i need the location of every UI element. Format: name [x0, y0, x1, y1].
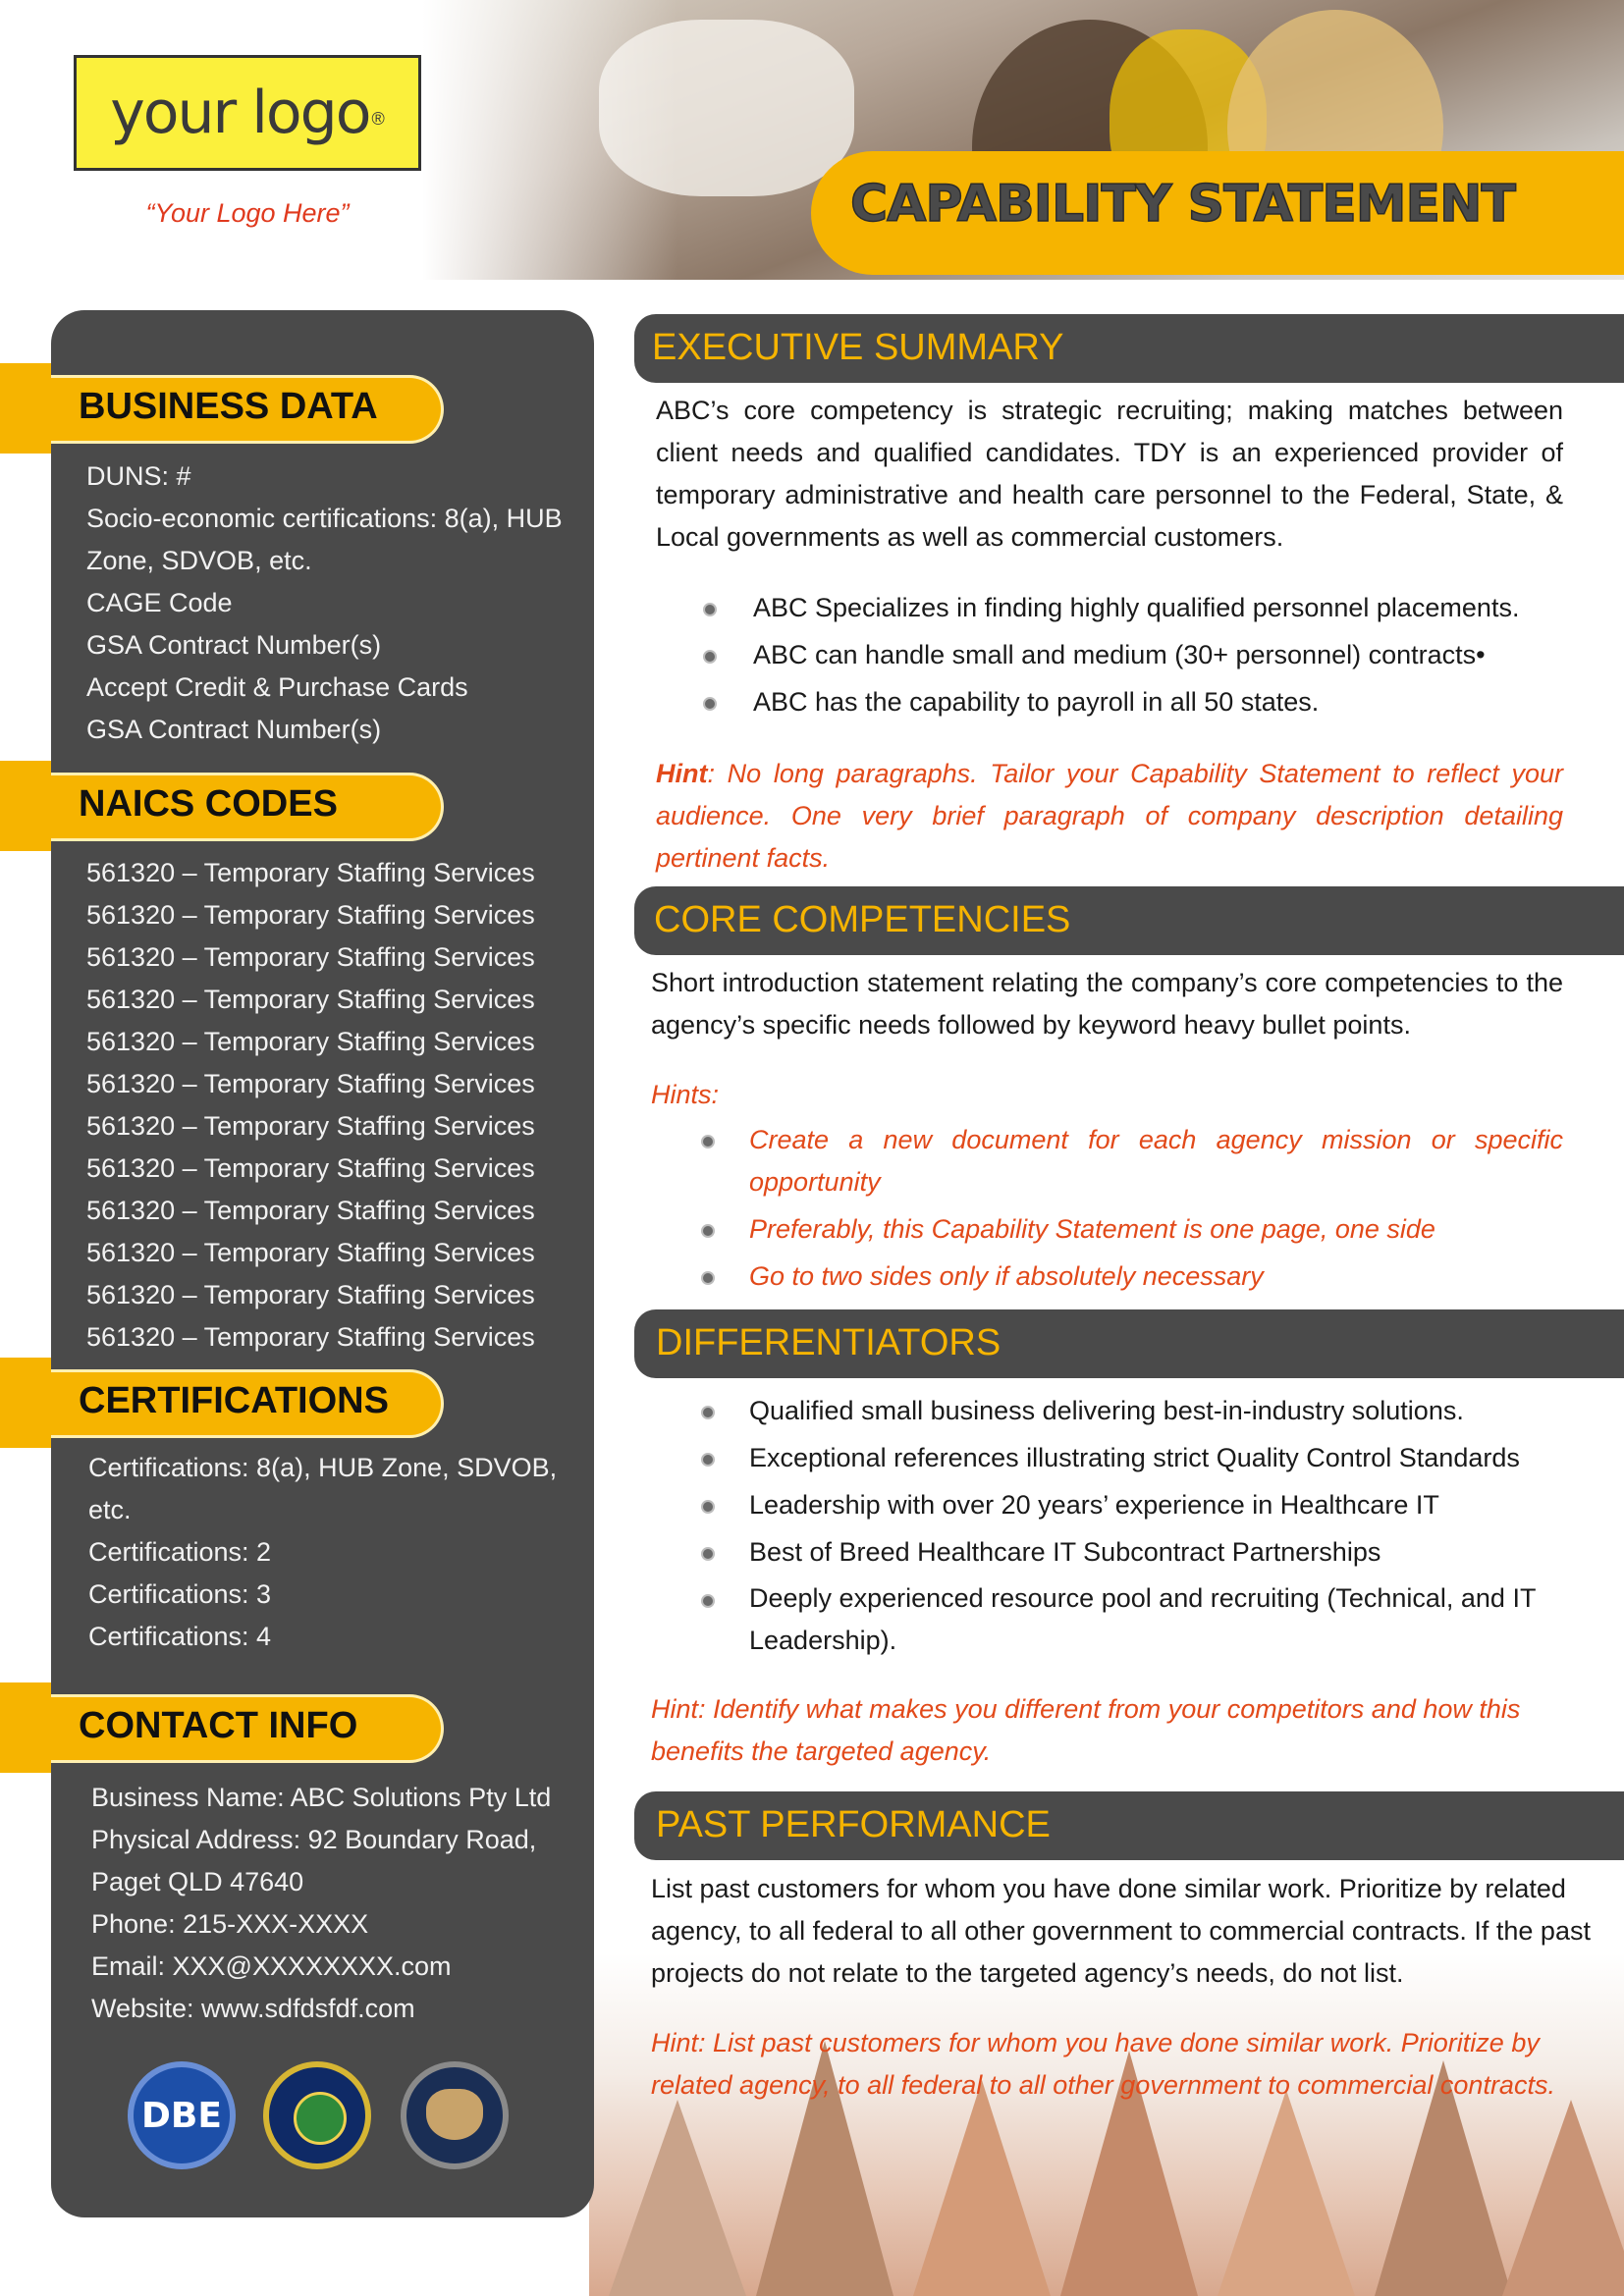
section-accent-bar	[0, 761, 51, 851]
core-competencies-hint-bullet: Go to two sides only if absolutely necessary	[749, 1261, 1264, 1291]
executive-summary-paragraph: ABC’s core competency is strategic recruiting; making matches between client needs and qualified candidates. TDY is an experienced provider of temporary administrative and health care personnel to the Federal, State, & Local governments as well as commercial customers.	[656, 396, 1563, 552]
naics-code-line: 561320 – Temporary Staffing Services	[86, 1027, 535, 1056]
certification-line: Certifications: 3	[88, 1579, 272, 1609]
bullet-icon	[701, 1224, 715, 1238]
naics-code-line: 561320 – Temporary Staffing Services	[86, 1069, 535, 1098]
executive-summary-hint	[656, 753, 1563, 880]
naics-code-line: 561320 – Temporary Staffing Services	[86, 1196, 535, 1225]
logo-text: your logo	[110, 79, 370, 147]
business-data-heading: BUSINESS DATA	[79, 386, 378, 427]
differentiator-bullet: Qualified small business delivering best-in-industry solutions.	[749, 1396, 1464, 1425]
naics-code-line: 561320 – Temporary Staffing Services	[86, 942, 535, 972]
executive-summary-heading: EXECUTIVE SUMMARY	[652, 327, 1064, 368]
differentiator-bullet: Deeply experienced resource pool and recruiting (Technical, and IT Leadership).	[749, 1583, 1536, 1655]
bullet-icon	[701, 1406, 715, 1419]
bullet-icon	[701, 1453, 715, 1467]
contact-address-line: Paget QLD 47640	[91, 1867, 304, 1896]
section-accent-bar	[0, 1682, 51, 1773]
core-competencies-heading: CORE COMPETENCIES	[654, 899, 1071, 940]
contact-email: Email: XXX@XXXXXXXX.com	[91, 1951, 452, 1981]
business-data-line: Accept Credit & Purchase Cards	[86, 672, 468, 702]
federal-aviation-administration-seal-icon	[263, 2061, 371, 2169]
logo-caption: “Your Logo Here”	[145, 198, 350, 228]
business-data-line: GSA Contract Number(s)	[86, 715, 382, 744]
past-performance-hint: Hint: List past customers for whom you have done similar work. Prioritize by related agency, to all federal to all other government to commercial contracts.	[651, 2028, 1555, 2100]
company-logo	[74, 55, 421, 171]
dbe-certified-seal-icon	[128, 2061, 236, 2169]
business-data-line: Zone, SDVOB, etc.	[86, 546, 312, 575]
naics-code-line: 561320 – Temporary Staffing Services	[86, 1280, 535, 1309]
executive-summary-bullet: ABC Specializes in finding highly qualified personnel placements.	[753, 593, 1520, 622]
past-performance-paragraph: List past customers for whom you have done similar work. Prioritize by related agency, to all federal to all other government to commercial contracts. If the past projects do not relate to the targeted agency’s needs, do not list.	[651, 1874, 1591, 1988]
differentiators-hint: Hint: Identify what makes you different from your competitors and how this benefits the targeted agency.	[651, 1694, 1521, 1766]
certification-line: Certifications: 4	[88, 1622, 272, 1651]
core-competencies-hint-bullet: Preferably, this Capability Statement is one page, one side	[749, 1214, 1435, 1244]
naics-code-line: 561320 – Temporary Staffing Services	[86, 1153, 535, 1183]
section-accent-bar	[0, 1358, 51, 1448]
hint-body: : No long paragraphs. Tailor your Capability Statement to reflect your audience. One very brief paragraph of company description detailing pertinent facts.	[656, 759, 1563, 873]
bullet-icon	[701, 1135, 715, 1148]
bullet-icon	[701, 1271, 715, 1285]
page-title: CAPABILITY STATEMENT	[850, 175, 1516, 234]
differentiators-heading: DIFFERENTIATORS	[656, 1322, 1001, 1363]
hint-label: Hint	[656, 759, 708, 788]
certification-line: Certifications: 2	[88, 1537, 272, 1567]
naics-codes-heading: NAICS CODES	[79, 783, 338, 825]
contact-info-heading: CONTACT INFO	[79, 1705, 358, 1746]
certifications-heading: CERTIFICATIONS	[79, 1380, 389, 1421]
past-performance-heading: PAST PERFORMANCE	[656, 1804, 1051, 1845]
bullet-icon	[703, 603, 717, 616]
dbe-seal-text: DBE	[141, 2095, 222, 2136]
core-competencies-hints-label: Hints:	[651, 1080, 720, 1109]
business-data-line: Socio-economic certifications: 8(a), HUB	[86, 504, 563, 533]
bullet-icon	[701, 1547, 715, 1561]
naics-code-line: 561320 – Temporary Staffing Services	[86, 1238, 535, 1267]
executive-summary-bullet: ABC has the capability to payroll in all 50 states.	[753, 687, 1320, 717]
differentiator-bullet: Best of Breed Healthcare IT Subcontract Partnerships	[749, 1537, 1381, 1567]
business-data-line: GSA Contract Number(s)	[86, 630, 382, 660]
bullet-icon	[701, 1500, 715, 1514]
contact-business-name: Business Name: ABC Solutions Pty Ltd	[91, 1783, 552, 1812]
business-data-line: CAGE Code	[86, 588, 233, 617]
core-competencies-hint-bullet: Create a new document for each agency mission or specific opportunity	[749, 1125, 1563, 1197]
differentiator-bullet: Leadership with over 20 years’ experience in Healthcare IT	[749, 1490, 1439, 1520]
core-competencies-paragraph: Short introduction statement relating the company’s core competencies to the agency’s specific needs followed by keyword heavy bullet points.	[651, 968, 1563, 1040]
certification-line: Certifications: 8(a), HUB Zone, SDVOB,	[88, 1453, 558, 1482]
executive-summary-bullet: ABC can handle small and medium (30+ personnel) contracts•	[753, 640, 1486, 669]
contact-phone: Phone: 215-XXX-XXXX	[91, 1909, 369, 1939]
naics-code-line: 561320 – Temporary Staffing Services	[86, 1322, 535, 1352]
logo-registered-mark: ®	[371, 108, 385, 129]
contact-address-line: Physical Address: 92 Boundary Road,	[91, 1825, 537, 1854]
veterans-affairs-seal-icon	[401, 2061, 509, 2169]
bullet-icon	[703, 650, 717, 664]
naics-code-line: 561320 – Temporary Staffing Services	[86, 1111, 535, 1141]
naics-code-line: 561320 – Temporary Staffing Services	[86, 985, 535, 1014]
business-data-line: DUNS: #	[86, 461, 191, 491]
naics-code-line: 561320 – Temporary Staffing Services	[86, 900, 535, 930]
certification-line: etc.	[88, 1495, 132, 1524]
naics-code-line: 561320 – Temporary Staffing Services	[86, 858, 535, 887]
bullet-icon	[701, 1594, 715, 1608]
pencils-background-image	[589, 1953, 1624, 2296]
bullet-icon	[703, 697, 717, 711]
contact-website: Website: www.sdfdsfdf.com	[91, 1994, 415, 2023]
differentiator-bullet: Exceptional references illustrating strict Quality Control Standards	[749, 1443, 1520, 1472]
section-accent-bar	[0, 363, 51, 454]
